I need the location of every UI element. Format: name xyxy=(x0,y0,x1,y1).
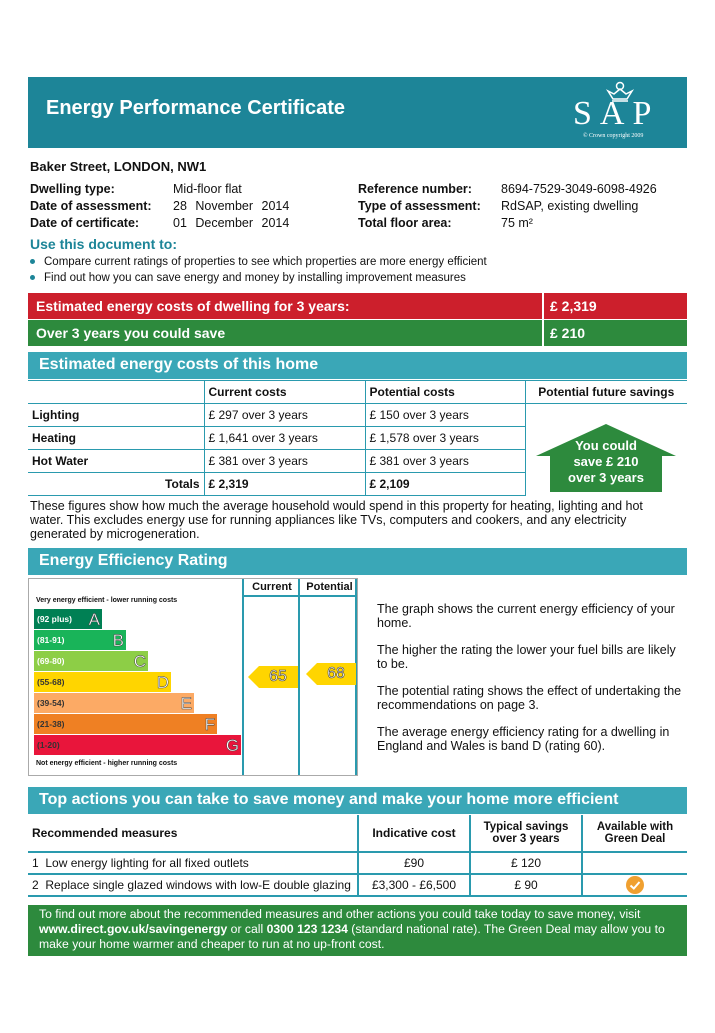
potential-rating-value: 68 xyxy=(327,665,345,682)
bullet-icon xyxy=(30,275,35,280)
floor-area-label: Total floor area: xyxy=(358,216,452,230)
savings-cell: £ 90 xyxy=(470,874,582,896)
rating-band-d xyxy=(34,672,171,692)
band-letter: D xyxy=(156,673,169,692)
rating-band-b xyxy=(34,630,126,650)
col-cost: Indicative cost xyxy=(358,815,470,852)
assessment-type-label: Type of assessment: xyxy=(358,199,481,213)
potential-rating-arrow xyxy=(306,663,356,685)
row-label: Hot Water xyxy=(28,450,204,473)
rating-band-e xyxy=(34,693,194,713)
property-address: Baker Street, LONDON, NW1 xyxy=(30,159,207,174)
section-heading-costs xyxy=(28,352,687,379)
totals-current: £ 2,319 xyxy=(204,473,365,496)
rating-paragraph: The average energy efficiency rating for a dwelling in England and Wales is band D (rating 60). xyxy=(377,725,670,753)
bullet-text: Find out how you can save energy and money by installing improvement measures xyxy=(44,272,466,284)
band-range: (1-20) xyxy=(37,740,60,750)
reference-value: 8694-7529-3049-6098-4926 xyxy=(501,182,657,196)
current-column-header: Current xyxy=(252,581,292,593)
section-heading-actions xyxy=(28,787,687,814)
potential-column-header: Potential xyxy=(306,581,353,593)
col-measures: Recommended measures xyxy=(28,815,358,852)
band-range: (69-80) xyxy=(37,656,65,666)
band-range: (81-91) xyxy=(37,635,65,645)
floor-area-value: 75 m² xyxy=(501,216,533,230)
table-row xyxy=(28,874,687,896)
row-label: Heating xyxy=(28,427,204,450)
figures-explanation: These figures show how much the average household would spend in this property for heating, lighting and hot water. This excludes energy use for running appliances like TVs, computers and cookers, and any electricity generated by microgeneration. xyxy=(30,499,643,541)
savings-line: over 3 years xyxy=(568,470,644,485)
savings-cell: £ 120 xyxy=(470,852,582,874)
footer-info xyxy=(28,905,687,956)
savings-line: You could xyxy=(575,438,637,453)
list-item xyxy=(30,272,466,284)
potential-cost: £ 381 over 3 years xyxy=(365,450,525,473)
rating-paragraph: The potential rating shows the effect of undertaking the recommendations on page 3. xyxy=(377,684,682,712)
logo-copyright: © Crown copyright 2009 xyxy=(583,133,644,139)
estimated-costs-value: £ 2,319 xyxy=(542,293,597,319)
band-letter: A xyxy=(88,610,100,629)
future-savings-arrow xyxy=(536,424,676,492)
use-document-heading: Use this document to: xyxy=(30,236,178,252)
dwelling-type-value: Mid-floor flat xyxy=(173,182,242,196)
future-savings-text xyxy=(536,438,676,486)
list-item xyxy=(30,256,487,268)
estimated-costs-bar xyxy=(28,293,687,319)
certificate-date-value: 01 December 2014 xyxy=(173,216,290,230)
rating-band-c xyxy=(34,651,148,671)
measure-cell xyxy=(28,852,358,874)
cost-cell: £90 xyxy=(358,852,470,874)
rating-paragraph: The higher the rating the lower your fuel bills are likely to be. xyxy=(377,643,676,671)
measure-cell xyxy=(28,874,358,896)
band-range: (55-68) xyxy=(37,677,65,687)
reference-label: Reference number: xyxy=(358,182,472,196)
rating-band-g xyxy=(34,735,241,755)
band-letter: B xyxy=(112,631,124,650)
measure-number: 2 xyxy=(32,878,39,892)
rating-band-f xyxy=(34,714,217,734)
table-header-blank xyxy=(28,381,204,404)
bullet-text: Compare current ratings of properties to see which properties are more energy efficient xyxy=(44,256,487,268)
col-savings: Typical savings over 3 years xyxy=(470,815,582,852)
band-letter: F xyxy=(204,715,215,734)
totals-label: Totals xyxy=(28,473,204,496)
dwelling-type-label: Dwelling type: xyxy=(30,182,115,196)
band-range: (92 plus) xyxy=(37,614,72,624)
band-range: (39-54) xyxy=(37,698,65,708)
certificate-date-label: Date of certificate: xyxy=(30,216,140,230)
potential-saving-value: £ 210 xyxy=(542,320,585,346)
table-header-future: Potential future savings xyxy=(525,381,687,404)
band-letter: C xyxy=(133,652,146,671)
col-green-deal: Available with Green Deal xyxy=(582,815,687,852)
assessment-type-value: RdSAP, existing dwelling xyxy=(501,199,639,213)
rating-paragraph: The graph shows the current energy efficiency of your home. xyxy=(377,602,675,630)
current-cost: £ 297 over 3 years xyxy=(204,404,365,427)
measure-number: 1 xyxy=(32,856,39,870)
rating-band-a xyxy=(34,609,102,629)
table-header-current: Current costs xyxy=(204,381,365,404)
band-letter: E xyxy=(180,694,192,713)
section-heading-rating xyxy=(28,548,687,575)
potential-saving-bar xyxy=(28,320,687,346)
savings-line: save £ 210 xyxy=(573,454,639,469)
energy-rating-chart xyxy=(28,578,358,776)
page-title: Energy Performance Certificate xyxy=(46,97,346,119)
current-rating-value: 65 xyxy=(269,668,287,685)
certificate-header xyxy=(28,77,687,148)
band-range: (21-38) xyxy=(37,719,65,729)
current-cost: £ 381 over 3 years xyxy=(204,450,365,473)
potential-cost: £ 1,578 over 3 years xyxy=(365,427,525,450)
sap-logo xyxy=(567,81,677,143)
totals-potential: £ 2,109 xyxy=(365,473,525,496)
measure-text: Low energy lighting for all fixed outlets xyxy=(45,856,249,870)
bottom-caption: Not energy efficient - higher running costs xyxy=(36,760,178,767)
assessment-date-label: Date of assessment: xyxy=(30,199,152,213)
footer-phone: 0300 123 1234 xyxy=(266,922,348,936)
table-header-potential: Potential costs xyxy=(365,381,525,404)
footer-text: To find out more about the recommended measures and other actions you could take today to save money, visit xyxy=(39,907,641,921)
footer-text: (standard national rate). The Green Deal may allow you to make your home warmer and cheaper to run at no up-front cost. xyxy=(39,922,665,951)
section-heading-text: Estimated energy costs of this home xyxy=(39,356,319,373)
current-rating-arrow xyxy=(248,666,298,688)
recommended-measures-table xyxy=(28,815,687,897)
assessment-date-value: 28 November 2014 xyxy=(173,199,290,213)
check-icon xyxy=(626,876,644,894)
potential-saving-label: Over 3 years you could save xyxy=(36,325,226,341)
section-heading-text: Energy Efficiency Rating xyxy=(39,552,228,569)
section-heading-text: Top actions you can take to save money and make your home more efficient xyxy=(39,791,619,808)
table-header-row xyxy=(28,381,687,404)
row-label: Lighting xyxy=(28,404,204,427)
band-letter: G xyxy=(225,736,239,755)
table-row xyxy=(28,852,687,874)
sap-logo-text: SAP xyxy=(573,95,660,132)
footer-link[interactable]: www.direct.gov.uk/savingenergy xyxy=(39,922,228,936)
green-deal-cell xyxy=(582,852,687,874)
current-cost: £ 1,641 over 3 years xyxy=(204,427,365,450)
table-header-row xyxy=(28,815,687,852)
potential-cost: £ 150 over 3 years xyxy=(365,404,525,427)
footer-text: or call xyxy=(227,922,267,936)
cost-cell: £3,300 - £6,500 xyxy=(358,874,470,896)
top-caption: Very energy efficient - lower running costs xyxy=(36,597,178,604)
estimated-costs-label: Estimated energy costs of dwelling for 3 years: xyxy=(36,298,350,314)
green-deal-cell xyxy=(582,874,687,896)
bullet-icon xyxy=(30,259,35,264)
measure-text: Replace single glazed windows with low-E double glazing xyxy=(45,878,351,892)
